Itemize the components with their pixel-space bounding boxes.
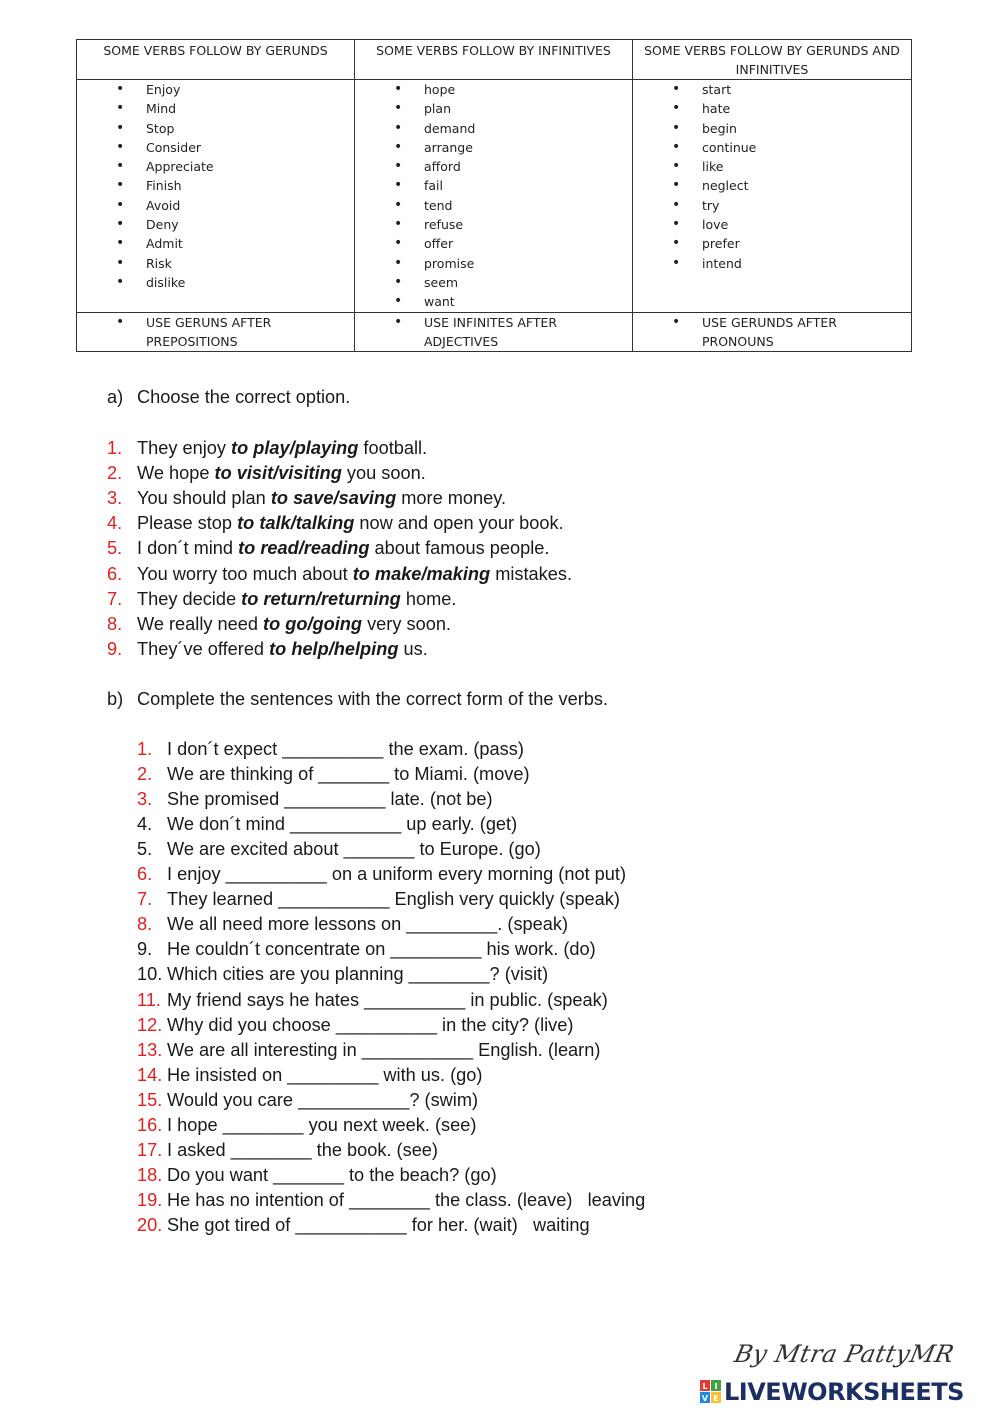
rule-item	[355, 313, 632, 351]
exercise-a-item	[107, 564, 572, 585]
verb-table-list-row	[77, 80, 912, 313]
item-number: 6.	[107, 563, 123, 584]
verb-item: • refuse	[355, 215, 632, 234]
item-text: I don´t mind	[137, 538, 239, 559]
verb-item: • seem	[355, 273, 632, 292]
item-number: 5.	[137, 839, 153, 860]
item-text: about famous people.	[369, 538, 550, 559]
option-choice[interactable]: to save/saving	[270, 488, 397, 509]
section-b-heading	[107, 689, 608, 710]
item-text[interactable]: Why did you choose __________ in the city? (live)	[167, 1014, 574, 1035]
item-number: 20.	[137, 1214, 163, 1235]
item-text: Please stop	[137, 513, 238, 534]
verb-table-footer-row	[77, 313, 912, 352]
footer-list	[355, 313, 632, 351]
item-number: 3.	[107, 488, 123, 509]
option-choice[interactable]: to help/helping	[269, 638, 399, 659]
svg-text:L: L	[702, 1382, 708, 1391]
verb-item: • hope	[355, 80, 632, 99]
rule-item	[633, 313, 911, 351]
item-number: 7.	[107, 588, 123, 609]
rule-line: PREPOSITIONS	[146, 334, 238, 349]
item-number: 9.	[137, 939, 153, 960]
item-number: 4.	[137, 814, 153, 835]
option-choice[interactable]: to play/playing	[231, 438, 359, 458]
exercise-a-item	[107, 488, 506, 509]
verb-item: • promise	[355, 254, 632, 273]
exercise-b-item	[137, 1165, 497, 1186]
exercise-a-item	[107, 463, 426, 484]
exercise-b-item	[137, 814, 517, 835]
item-number: 1.	[137, 739, 153, 759]
infinitive-verbs-list	[355, 80, 632, 312]
header-gerunds-and-infinitives	[633, 40, 912, 80]
verb-item: • begin	[633, 119, 911, 138]
item-text[interactable]: We all need more lessons on _________. (speak)	[167, 914, 569, 935]
item-text: us.	[398, 638, 428, 659]
verb-item: • Finish	[77, 176, 354, 195]
verb-item: • plan	[355, 99, 632, 118]
verb-item: • continue	[633, 138, 911, 157]
exercise-a-item	[107, 614, 451, 635]
item-number: 9.	[107, 638, 123, 659]
item-text[interactable]: We don´t mind ___________ up early. (get)	[167, 814, 518, 835]
svg-text:V: V	[701, 1394, 709, 1403]
verb-item: • Risk	[77, 254, 354, 273]
exercise-b-item	[137, 939, 596, 960]
item-text[interactable]: He has no intention of ________ the class. (leave) leaving	[167, 1189, 646, 1210]
rule-line: USE GERUNDS AFTER	[702, 315, 837, 330]
brand-name: LIVEWORKSHEETS	[724, 1378, 964, 1406]
header-line: SOME VERBS FOLLOW BY GERUNDS AND	[644, 43, 900, 58]
exercise-b-item	[137, 889, 620, 910]
item-number: 11.	[137, 989, 161, 1010]
liveworksheets-icon	[700, 1380, 722, 1404]
item-text: You should plan	[137, 488, 271, 509]
rule-item	[77, 313, 354, 351]
both-verbs-cell	[633, 80, 912, 313]
item-number: 16.	[137, 1114, 163, 1135]
option-choice[interactable]: to go/going	[263, 613, 363, 634]
item-text[interactable]: I asked ________ the book. (see)	[167, 1139, 438, 1160]
option-choice[interactable]: to read/reading	[238, 538, 370, 559]
rule-line: ADJECTIVES	[424, 334, 499, 349]
exercise-b-item	[137, 1065, 482, 1086]
item-text: You worry too much about	[137, 563, 353, 584]
verb-item: • fail	[355, 176, 632, 195]
rule-line: USE GERUNS AFTER	[146, 315, 272, 330]
exercise-b-item	[137, 789, 493, 810]
exercise-b-item	[137, 739, 524, 760]
option-choice[interactable]: to talk/talking	[237, 513, 355, 534]
item-text[interactable]: I enjoy __________ on a uniform every morning (not put)	[167, 864, 627, 885]
exercise-b-item	[137, 964, 548, 985]
verb-item: • like	[633, 157, 911, 176]
verb-item: • Enjoy	[77, 80, 354, 99]
svg-text:I: I	[714, 1382, 718, 1391]
item-text: now and open your book.	[354, 513, 564, 534]
exercise-b-item	[137, 990, 608, 1011]
exercise-b-item	[137, 1040, 600, 1061]
footer-pronouns-cell	[633, 313, 912, 352]
gerund-verbs-cell	[77, 80, 355, 313]
verb-item: • want	[355, 292, 632, 311]
item-number: 5.	[107, 538, 123, 559]
rule-line: USE INFINITES AFTER	[424, 315, 558, 330]
item-number: 2.	[137, 764, 153, 785]
verb-item: • Admit	[77, 234, 354, 253]
header-gerunds: SOME VERBS FOLLOW BY GERUNDS	[77, 40, 355, 80]
option-choice[interactable]: to return/returning	[241, 588, 401, 609]
item-text: They enjoy	[137, 438, 232, 458]
item-text[interactable]: He insisted on _________ with us. (go)	[167, 1064, 483, 1085]
item-text[interactable]: He couldn´t concentrate on _________ his work. (do)	[167, 939, 596, 960]
item-text[interactable]: Would you care ___________? (swim)	[167, 1089, 479, 1110]
item-text[interactable]: She promised __________ late. (not be)	[167, 789, 493, 810]
verb-item: • prefer	[633, 234, 911, 253]
item-number: 2.	[107, 463, 123, 484]
verb-item: • neglect	[633, 176, 911, 195]
item-number: 12.	[137, 1014, 163, 1035]
header-infinitives: SOME VERBS FOLLOW BY INFINITIVES	[355, 40, 633, 80]
footer-list	[77, 313, 354, 351]
item-text: mistakes.	[490, 563, 573, 584]
verb-item: • Consider	[77, 138, 354, 157]
verb-item: • dislike	[77, 273, 354, 292]
item-text: We really need	[137, 613, 264, 634]
exercise-a-item	[107, 513, 564, 534]
svg-text:E: E	[713, 1394, 719, 1403]
item-number: 8.	[137, 914, 153, 935]
option-choice[interactable]: to make/making	[352, 563, 491, 584]
item-number: 18.	[137, 1164, 163, 1185]
section-a-heading	[107, 387, 350, 408]
verb-item: • love	[633, 215, 911, 234]
item-text: home.	[400, 588, 457, 609]
section-a-label: a)	[107, 387, 124, 407]
exercise-a-item	[107, 589, 456, 610]
verb-item: • offer	[355, 234, 632, 253]
item-text: We hope	[137, 463, 215, 484]
verb-item: • demand	[355, 119, 632, 138]
item-number: 19.	[137, 1189, 163, 1210]
item-text[interactable]: They learned ___________ English very quickly (speak)	[167, 889, 620, 910]
footer-gerunds-cell	[77, 313, 355, 352]
item-text[interactable]: Which cities are you planning ________? (visit)	[167, 964, 549, 985]
item-text[interactable]: I hope ________ you next week. (see)	[167, 1114, 477, 1135]
verb-item: • Avoid	[77, 196, 354, 215]
section-a-instruction: Choose the correct option.	[137, 387, 351, 407]
item-text: very soon.	[362, 613, 451, 634]
option-choice[interactable]: to visit/visiting	[214, 463, 342, 484]
item-text: They´ve offered	[137, 638, 270, 659]
item-text: you soon.	[341, 463, 426, 484]
item-number: 10.	[137, 964, 163, 985]
item-number: 6.	[137, 864, 153, 885]
exercise-b-item	[137, 1215, 590, 1236]
verb-item: • intend	[633, 254, 911, 273]
item-text: They decide	[137, 588, 242, 609]
verb-item: • Mind	[77, 99, 354, 118]
exercise-b-item	[137, 1090, 478, 1111]
exercise-b-item	[137, 914, 568, 935]
verb-item: • arrange	[355, 138, 632, 157]
exercise-b-item	[137, 764, 530, 785]
exercise-a-item	[107, 438, 427, 459]
verb-item: • tend	[355, 196, 632, 215]
item-text[interactable]: My friend says he hates __________ in public. (speak)	[167, 989, 608, 1010]
exercise-b-item	[137, 1140, 438, 1161]
item-number: 8.	[107, 613, 123, 634]
verb-item: • Deny	[77, 215, 354, 234]
section-b-label: b)	[107, 689, 124, 709]
item-number: 14.	[137, 1064, 163, 1085]
verb-table-header-row	[77, 40, 912, 80]
item-number: 1.	[107, 438, 123, 458]
exercise-b-item	[137, 1115, 476, 1136]
section-b-instruction: Complete the sentences with the correct form of the verbs.	[137, 689, 609, 709]
verb-item: • start	[633, 80, 911, 99]
exercise-b-item	[137, 1015, 573, 1036]
exercise-a-item	[107, 538, 549, 559]
item-text: more money.	[396, 488, 507, 509]
item-text: football.	[358, 438, 428, 458]
author-signature: By Mtra PattyMR	[732, 1340, 957, 1368]
verb-item: • Appreciate	[77, 157, 354, 176]
header-line: INFINITIVES	[735, 62, 809, 77]
verb-item: • hate	[633, 99, 911, 118]
exercise-b-item	[137, 1190, 645, 1211]
verb-item: • try	[633, 196, 911, 215]
item-number: 13.	[137, 1039, 163, 1060]
item-text[interactable]: We are excited about _______ to Europe. (go)	[167, 839, 541, 860]
item-number: 17.	[137, 1139, 163, 1160]
footer-infinitives-cell	[355, 313, 633, 352]
both-verbs-list	[633, 80, 911, 273]
infinitive-verbs-cell	[355, 80, 633, 313]
item-number: 3.	[137, 789, 153, 810]
item-number: 7.	[137, 889, 153, 910]
item-text[interactable]: She got tired of ___________ for her. (wait) waiting	[167, 1214, 590, 1235]
verb-item: • afford	[355, 157, 632, 176]
exercise-b-item	[137, 839, 541, 860]
brand-logo	[700, 1378, 964, 1406]
item-text[interactable]: We are all interesting in ___________ English. (learn)	[167, 1039, 601, 1060]
item-number: 4.	[107, 513, 123, 534]
footer-list	[633, 313, 911, 351]
verb-item: • Stop	[77, 119, 354, 138]
item-text[interactable]: Do you want _______ to the beach? (go)	[167, 1164, 497, 1185]
gerund-verbs-list	[77, 80, 354, 292]
rule-line: PRONOUNS	[702, 334, 774, 349]
item-text[interactable]: I don´t expect __________ the exam. (pass)	[167, 739, 524, 759]
exercise-b-item	[137, 864, 626, 885]
item-number: 15.	[137, 1089, 163, 1110]
item-text[interactable]: We are thinking of _______ to Miami. (move)	[167, 764, 530, 785]
verb-table	[76, 39, 912, 352]
exercise-a-item	[107, 639, 428, 660]
